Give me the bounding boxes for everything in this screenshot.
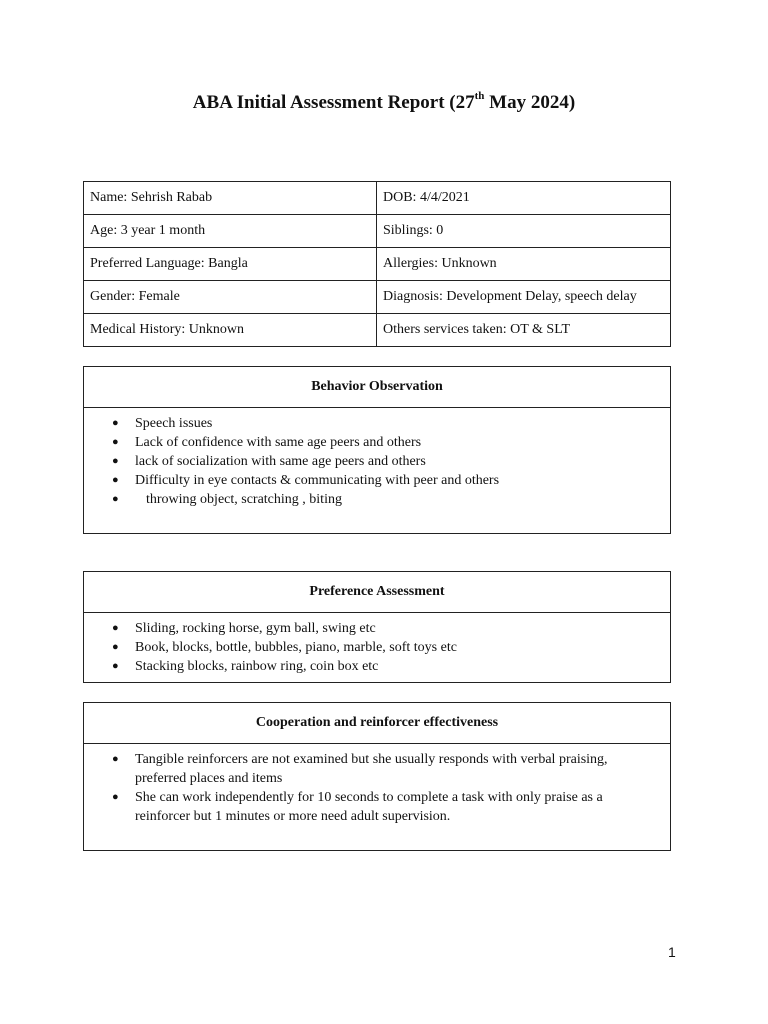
title-superscript: th: [474, 90, 485, 102]
title-text: ABA Initial Assessment Report (27: [192, 92, 475, 113]
behavior-observation-heading: Behavior Observation: [84, 367, 670, 408]
behavior-observation-section: [83, 366, 671, 534]
list-item: ● Tangible reinforcers are not examined but she usually responds with verbal praising, preferred places and items: [112, 752, 608, 786]
allergies-cell: Allergies: Unknown: [377, 248, 671, 281]
table-row: [84, 248, 671, 281]
bullet-icon: ●: [112, 493, 119, 505]
behavior-list: [84, 408, 670, 509]
list-item: ● Sliding, rocking horse, gym ball, swing etc: [112, 621, 376, 636]
table-row: [84, 314, 671, 347]
cooperation-list: [84, 744, 670, 826]
list-item: ● lack of socialization with same age peers and others: [112, 454, 426, 469]
bullet-icon: ●: [112, 455, 119, 467]
bullet-icon: ●: [112, 660, 119, 672]
dob-cell: DOB: 4/4/2021: [377, 182, 671, 215]
diagnosis-cell: Diagnosis: Development Delay, speech delay: [377, 281, 671, 314]
table-row: [84, 281, 671, 314]
list-item: ● Difficulty in eye contacts & communicating with peer and others: [112, 473, 500, 488]
name-cell: Name: Sehrish Rabab: [84, 182, 377, 215]
medical-history-cell: Medical History: Unknown: [84, 314, 377, 347]
preference-assessment-heading: Preference Assessment: [84, 572, 670, 613]
language-cell: Preferred Language: Bangla: [84, 248, 377, 281]
bullet-icon: ●: [112, 641, 119, 653]
cooperation-reinforcer-section: [83, 702, 671, 851]
age-cell: Age: 3 year 1 month: [84, 215, 377, 248]
title-text-end: May 2024): [484, 92, 576, 113]
bullet-icon: ●: [112, 622, 119, 634]
list-item: ● throwing object, scratching , biting: [112, 492, 342, 507]
gender-cell: Gender: Female: [84, 281, 377, 314]
bullet-icon: ●: [112, 474, 119, 486]
bullet-icon: ●: [112, 417, 119, 429]
list-item: ● Stacking blocks, rainbow ring, coin box etc: [112, 659, 379, 674]
bullet-icon: ●: [112, 753, 119, 765]
preference-assessment-section: [83, 571, 671, 683]
report-title: [0, 92, 768, 114]
list-item: ● Lack of confidence with same age peers and others: [112, 435, 422, 450]
table-row: [84, 215, 671, 248]
bullet-icon: ●: [112, 436, 119, 448]
preference-list: [84, 613, 670, 676]
page-number: 1: [668, 944, 676, 960]
list-item: ● Speech issues: [112, 416, 213, 431]
bullet-icon: ●: [112, 791, 119, 803]
list-item: ● She can work independently for 10 seconds to complete a task with only praise as a reinforcer but 1 minutes or more need adult supervision.: [112, 790, 603, 824]
patient-info-table: [83, 181, 671, 347]
table-row: [84, 182, 671, 215]
other-services-cell: Others services taken: OT & SLT: [377, 314, 671, 347]
siblings-cell: Siblings: 0: [377, 215, 671, 248]
list-item: ● Book, blocks, bottle, bubbles, piano, marble, soft toys etc: [112, 640, 457, 655]
cooperation-reinforcer-heading: Cooperation and reinforcer effectiveness: [84, 703, 670, 744]
